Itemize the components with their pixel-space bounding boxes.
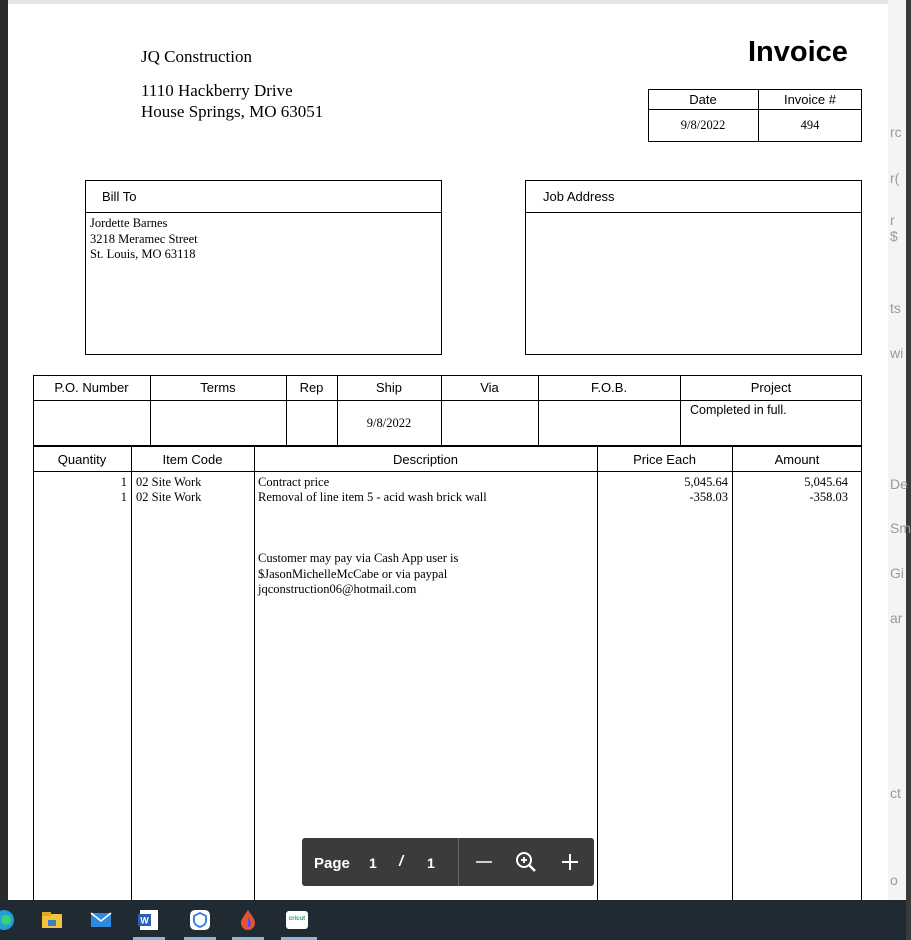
job-address-box: [525, 180, 862, 355]
word-icon[interactable]: [137, 908, 161, 932]
job-address-label: Job Address: [543, 189, 615, 204]
project-value: Completed in full.: [690, 403, 787, 417]
rep-header: Rep: [299, 380, 324, 395]
ship-value: 9/8/2022: [366, 416, 412, 430]
background-text-fragment: r $: [890, 212, 898, 244]
zoom-magnifier-icon: [512, 848, 540, 876]
background-window-left: [0, 0, 8, 900]
company-name: JQ Construction: [141, 47, 252, 66]
row-quantity: 1: [120, 475, 127, 489]
invoice-title: Invoice: [748, 36, 848, 68]
bill-to-box: [85, 180, 442, 355]
bill-to-divider: [85, 212, 442, 213]
date-value: 9/8/2022: [680, 118, 726, 132]
invoice-number-label: Invoice #: [783, 92, 837, 107]
background-text-fragment: wi: [890, 345, 904, 361]
line-items-column-divider: [254, 446, 255, 916]
row-description: Removal of line item 5 - acid wash brick wall: [258, 490, 487, 504]
bill-to-line: St. Louis, MO 63118: [90, 247, 196, 261]
plus-icon: [556, 848, 584, 876]
payment-note-line: jqconstruction06@hotmail.com: [258, 582, 417, 596]
row-description: Contract price: [258, 475, 330, 489]
company-address-line: 1110 Hackberry Drive: [141, 81, 293, 100]
row-price-each: -358.03: [689, 490, 728, 504]
row-quantity: 1: [120, 490, 127, 504]
company-address-line: House Springs, MO 63051: [141, 102, 324, 121]
line-items-column-divider: [597, 446, 598, 916]
background-text-fragment: o: [890, 872, 898, 888]
order-info-header-divider: [33, 400, 862, 401]
paint-drop-icon[interactable]: [236, 908, 260, 932]
item-code-header: Item Code: [162, 452, 223, 467]
background-text-fragment: Sm: [890, 520, 911, 536]
background-text-fragment: ar: [890, 610, 903, 626]
description-header: Description: [392, 452, 459, 467]
bill-to-line: 3218 Meramec Street: [90, 231, 198, 246]
fob-header: F.O.B.: [590, 380, 628, 395]
total-pages: 1: [427, 855, 435, 871]
background-text-fragment: ts: [890, 300, 901, 316]
company-address: [141, 80, 323, 122]
bill-to-label: Bill To: [102, 189, 137, 204]
taskbar: [0, 900, 906, 940]
fit-zoom-button[interactable]: [512, 848, 540, 876]
edge-icon[interactable]: [0, 908, 16, 932]
price-each-header: Price Each: [633, 452, 696, 467]
row-item-code: 02 Site Work: [136, 475, 202, 489]
via-header: Via: [480, 380, 499, 395]
quantity-header: Quantity: [57, 452, 107, 467]
date-box-divider: [648, 109, 862, 110]
minus-icon: [470, 848, 498, 876]
ship-header: Ship: [375, 380, 403, 395]
bill-to-line: Jordette Barnes: [90, 216, 168, 230]
vpn-shield-icon[interactable]: [188, 908, 212, 932]
row-amount: -358.03: [809, 490, 848, 504]
row-amount: 5,045.64: [804, 475, 848, 489]
date-label: Date: [689, 92, 717, 107]
zoom-out-button[interactable]: [470, 848, 498, 876]
background-window-right: [888, 0, 911, 900]
background-text-fragment: De: [890, 476, 908, 492]
page-separator: /: [399, 853, 404, 870]
mail-icon[interactable]: [89, 908, 113, 932]
toolbar-divider: [458, 838, 459, 886]
payment-note-line: $JasonMichelleMcCabe or via paypal: [258, 566, 448, 581]
bill-to-address: [90, 216, 198, 263]
project-header: Project: [750, 380, 792, 395]
zoom-in-button[interactable]: [556, 848, 584, 876]
file-explorer-icon[interactable]: [40, 908, 64, 932]
background-text-fragment: Gi: [890, 565, 904, 581]
cricut-label: cricut: [288, 916, 306, 922]
payment-note-line: Customer may pay via Cash App user is: [258, 551, 459, 565]
payment-note: [258, 551, 458, 598]
amount-header: Amount: [774, 452, 820, 467]
cricut-icon[interactable]: [285, 908, 309, 932]
line-items-column-divider: [131, 446, 132, 916]
background-text-fragment: rc: [890, 124, 902, 140]
page-label: Page: [314, 855, 350, 872]
line-items-header-divider: [33, 471, 862, 472]
job-address-divider: [525, 212, 862, 213]
row-item-code: 02 Site Work: [136, 490, 202, 504]
row-price-each: 5,045.64: [684, 475, 728, 489]
background-text-fragment: ct: [890, 785, 901, 801]
invoice-page: [8, 0, 888, 900]
invoice-number-value: 494: [800, 118, 820, 132]
terms-header: Terms: [200, 380, 236, 395]
svg-text:W: W: [140, 915, 149, 926]
po-number-header: P.O. Number: [54, 380, 129, 395]
background-text-fragment: r(: [890, 170, 900, 186]
pdf-page-toolbar: [302, 838, 594, 886]
current-page-input[interactable]: 1: [369, 855, 377, 871]
page-top-edge: [8, 0, 888, 4]
line-items-column-divider: [732, 446, 733, 916]
